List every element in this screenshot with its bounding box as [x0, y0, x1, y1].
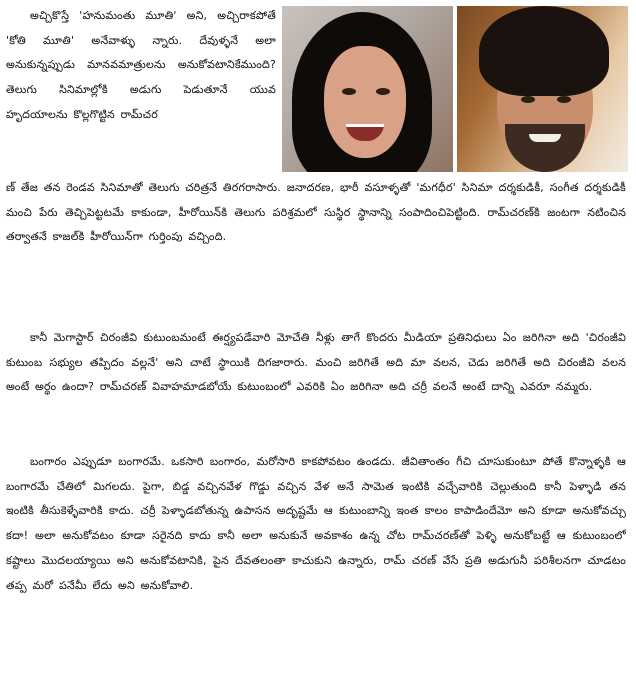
article-photo — [282, 6, 628, 172]
paragraph-1-wrap-text: అచ్చికొస్తే 'హనుమంతు మూతి' అని, అచ్చిరాకపోతే 'కోతి మూతి' అనేవాళ్ళు న్నారు. దేవుళ్ళనే అలా అనుకున్నప్పుడు మానవమాత్రులను అనుకోవటానికేముంది? తెలుగు సినిమాల్లోకి అడుగు పెడుతూనే యువ హృదయాలను కొల్లగొట్టిన రామ్‌చర — [6, 9, 276, 121]
actor-portrait — [457, 6, 628, 172]
paragraph-3-text: బంగారం ఎప్పుడూ బంగారమే. ఒకసారి బంగారం, మరోసారి కాకపోవటం ఉండదు. జీవితాంతం గీచి చూసుకుంటూ పోతే కొన్నాళ్ళకి ఆ బంగారమే చేతిలో మిగలదు. పైగా, బిడ్డ వచ్చినవేళ గొడ్డు వచ్చిన వేళ అనే సామెత ఇంటికి వచ్చేవారికి చెల్లుతుంది కానీ పెళ్ళాడి తన ఇంటికి తీసుకెళ్ళేవారికి కాదు. చర్రీ పెళ్ళాడబోతున్న ఉపాసన అదృష్టమే ఆ కుటుంబాన్ని ఇంత కాలం కాపాడిందేమో అని కూడా అనుకోవచ్చు కదా! అలా అనుకోవటం కూడా సరైనది కాదు కానీ అలా అనుకునే అవకాశం ఉన్న చోట రామ్‌చరణ్‌తో పెళ్ళి అనుకోబట్టే ఆ కుటుంబంలో కష్టాలు మొదలయ్యాయి అని అనుకోవటానికి, పైన దేవతలంతా కాచుకుని ఉన్నారు, రామ్ చరణ్ వేసే ప్రతి అడుగునీ పరిశీలనగా చూడటం తప్ప మరో పనేమీ లేదు అని అనుకోవాలి. — [6, 455, 626, 592]
paragraph-3 — [6, 450, 626, 598]
actress-portrait — [282, 6, 453, 172]
paragraph-2-text: కానీ మెగాస్టార్ చిరంజీవి కుటుంబమంటే ఈర్ష్యపడేవారి మోచేతి నీళ్లు తాగే కొందరు మీడియా ప్రతినిధులు ఏం జరిగినా అది 'చిరంజీవి కుటుంబ సభ్యుల తప్పిదం వల్లనే' అని చాటే స్థాయికి దిగజారారు. మంచి జరిగితే అది మా వలన, చెడు జరిగితే అది చిరంజీవి వలన అంటే అర్థం ఉందా? రామ్‌చరణ్ వివాహమాడబోయే కుటుంబంలో ఎవరికి ఏం జరిగినా అది చర్రీ వలనే అంటే దాన్ని ఎవరూ నమ్మరు. — [6, 331, 626, 394]
paragraph-1-wrap — [6, 4, 276, 128]
paragraph-1-rest: ణ్ తేజ తన రెండవ సినిమాతో తెలుగు చరిత్రనే తిరగరాసారు. జనాదరణ, భారీ వసూళ్ళతో 'మగధీర' సినిమా దర్శకుడికీ, సంగీత దర్శకుడికీ మంచి పేరు తెచ్చిపెట్టటమే కాకుండా, హీరోయిన్‌కి తెలుగు పరిశ్రమలో సుస్థిర స్థానాన్ని సంపాదించిపెట్టింది. రామ్‌చరణ్‌కి జంటగా నటించిన తర్వాతనే కాజల్‌కి హీరోయిన్‌గా గుర్తింపు వచ్చింది. — [6, 181, 626, 244]
paragraph-2 — [6, 326, 626, 400]
